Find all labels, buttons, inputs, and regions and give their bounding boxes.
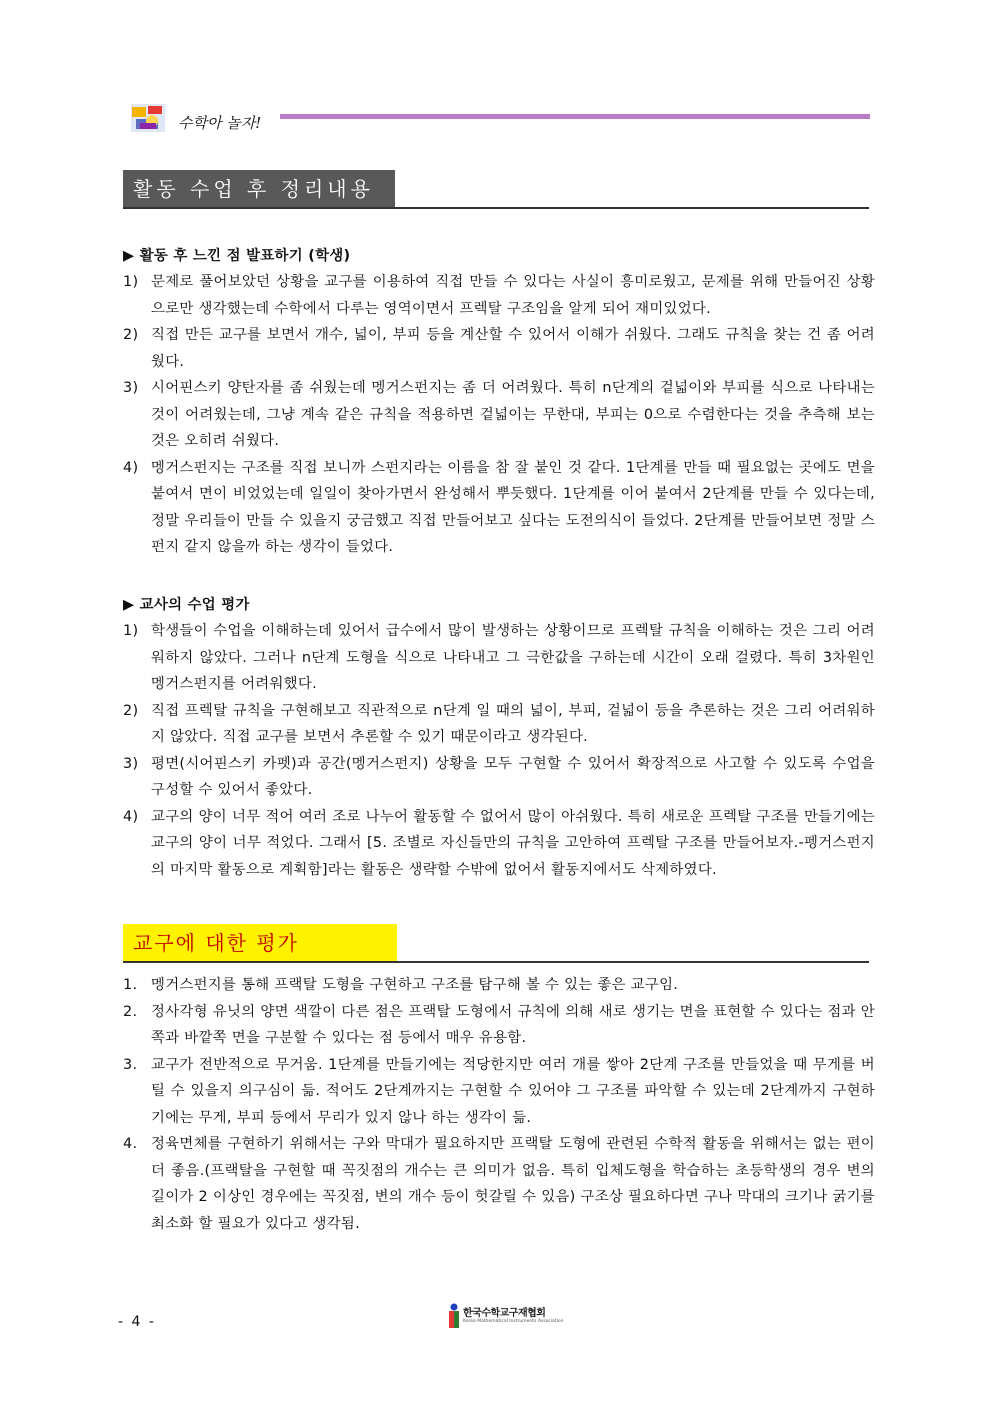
item-text: 멩거스펀지를 통해 프랙탈 도형을 구현하고 구조를 탐구해 볼 수 있는 좋은 교구임. bbox=[151, 977, 679, 993]
item-number: 3) bbox=[123, 755, 139, 772]
list-item bbox=[123, 972, 875, 999]
list-item bbox=[123, 618, 875, 698]
item-number: 4) bbox=[123, 459, 139, 476]
section1-title: 활동 수업 후 정리내용 bbox=[123, 170, 395, 208]
item-number: 1) bbox=[123, 274, 139, 290]
item-text: 교구가 전반적으로 무거움. 1단계를 만들기에는 적당한지만 여러 개를 쌓아 2단계 구조를 만들었을 때 무게를 버틸 수 있을지 의구심이 듦. 적어도 2단계까지는 구현할 수 있어야 그 구조를 파악할 수 있는데 2단계까지 구현하기에는 무게, 부피 등에서 무리가 있지 않나 하는 생각이 듦. bbox=[151, 1056, 875, 1126]
item-number: 4) bbox=[123, 808, 139, 825]
teacher-evaluation-heading: ▶ 교사의 수업 평가 bbox=[123, 597, 250, 613]
item-text: 정사각형 유닛의 양면 색깔이 다른 점은 프랙탈 도형에서 규칙에 의해 새로 생기는 면을 표현할 수 있다는 점과 안쪽과 바깥쪽 면을 구분할 수 있다는 점 등에서 매우 유용함. bbox=[151, 1003, 875, 1046]
page-header bbox=[130, 100, 870, 140]
teacher-evaluation-block bbox=[123, 592, 875, 883]
item-text: 직접 프렉탈 규칙을 구현해보고 직관적으로 n단계 일 때의 넓이, 부피, 겉넓이 등을 추론하는 것은 그리 어려워하지 않았다. 직접 교구를 보면서 추론할 수 있기 때문이라고 생각된다. bbox=[151, 702, 875, 745]
list-item bbox=[123, 322, 875, 375]
item-number: 3. bbox=[123, 1056, 138, 1073]
item-text: 시어핀스키 양탄자를 좀 쉬웠는데 멩거스펀지는 좀 더 어려웠다. 특히 n단계의 겉넓이와 부피를 식으로 나타내는 것이 어려웠는데, 그냥 계속 같은 규칙을 적용하면 겉넓이는 무한대, 부피는 0으로 수렴한다는 것을 추측해 보는 것은 오히려 쉬웠다. bbox=[151, 380, 875, 449]
list-item bbox=[123, 751, 875, 804]
item-number: 3) bbox=[123, 380, 139, 396]
student-reflection-block bbox=[123, 243, 875, 561]
list-item bbox=[123, 1131, 875, 1237]
list-item bbox=[123, 269, 875, 322]
association-mark-icon bbox=[448, 1303, 460, 1329]
math-logo-icon bbox=[130, 103, 166, 133]
item-text: 멩거스펀지는 구조를 직접 보니까 스펀지라는 이름을 참 잘 붙인 것 같다. 1단계를 만들 때 필요없는 곳에도 면을 붙여서 면이 비었었는데 일일이 찾아가면서 완성해서 뿌듯했다. 1단계를 이어 붙여서 2단계를 만들 수 있다는데, 정말 우리들이 만들 수 있을지 궁금했고 직접 만들어보고 싶다는 도전의식이 들었다. 2단계를 만들어보면 정말 스펀지 같지 않을까 하는 생각이 들었다. bbox=[151, 459, 875, 555]
list-item bbox=[123, 804, 875, 884]
brand-text: 수학아 놀자! bbox=[178, 114, 262, 132]
item-number: 4. bbox=[123, 1136, 138, 1152]
item-text: 직접 만든 교구를 보면서 개수, 넓이, 부피 등을 계산할 수 있어서 이해가 쉬웠다. 그래도 규칙을 찾는 건 좀 어려웠다. bbox=[151, 327, 875, 370]
list-item bbox=[123, 1052, 875, 1132]
section1-rule bbox=[123, 207, 869, 209]
item-text: 문제로 풀어보았던 상황을 교구를 이용하여 직접 만들 수 있다는 사실이 흥미로웠고, 문제를 위해 만들어진 상황으로만 생각했는데 수학에서 다루는 영역이면서 프렉탈 구조임을 알게 되어 재미있었다. bbox=[151, 274, 875, 317]
item-text: 평면(시어핀스키 카펫)과 공간(멩거스펀지) 상황을 모두 구현할 수 있어서 확장적으로 사고할 수 있도록 수업을 구성할 수 있어서 좋았다. bbox=[151, 755, 875, 798]
item-text: 학생들이 수업을 이해하는데 있어서 급수에서 많이 발생하는 상황이므로 프렉탈 규칙을 이해하는 것은 그리 어려워하지 않았다. 그러나 n단계 도형을 식으로 나타내고 그 극한값을 구하는데 시간이 오래 걸렸다. 특히 3차원인 멩거스펀지를 어려워했다. bbox=[151, 623, 875, 692]
list-item bbox=[123, 999, 875, 1052]
item-number: 2) bbox=[123, 327, 139, 343]
tool-evaluation-block bbox=[123, 972, 875, 1237]
item-number: 2. bbox=[123, 1003, 138, 1020]
page-number: - 4 - bbox=[118, 1314, 156, 1330]
section2-title: 교구에 대한 평가 bbox=[123, 924, 397, 962]
item-number: 1. bbox=[123, 977, 138, 993]
header-bar bbox=[280, 114, 870, 119]
item-number: 2) bbox=[123, 702, 139, 719]
association-subtitle: Korea Mathematical Instruments Association bbox=[463, 1319, 564, 1324]
list-item bbox=[123, 698, 875, 751]
student-reflection-heading: ▶ 활동 후 느낀 점 발표하기 (학생) bbox=[123, 248, 351, 264]
association-name: 한국수학교구재협회 bbox=[463, 1308, 546, 1319]
item-number: 1) bbox=[123, 623, 139, 639]
list-item bbox=[123, 455, 875, 561]
list-item bbox=[123, 375, 875, 455]
item-text: 교구의 양이 너무 적어 여러 조로 나누어 활동할 수 없어서 많이 아쉬웠다. 특히 새로운 프렉탈 구조를 만들기에는 교구의 양이 너무 적었다. 그래서 [5. 조별로 자신들만의 규칙을 고안하여 프렉탈 구조를 만들어보자.-펭거스펀지의 마지막 활동으로 계획함]라는 활동은 생략할 수밖에 없어서 활동지에서도 삭제하였다. bbox=[151, 808, 875, 878]
item-text: 정육면체를 구현하기 위해서는 구와 막대가 필요하지만 프랙탈 도형에 관련된 수학적 활동을 위해서는 없는 편이 더 좋음.(프랙탈을 구현할 때 꼭짓점의 개수는 큰 의미가 없음. 특히 입체도형을 학습하는 초등학생의 경우 변의 길이가 2 이상인 경우에는 꼭짓점, 변의 개수 등이 헛갈릴 수 있음) 구조상 필요하다면 구나 막대의 크기나 굵기를 최소화 할 필요가 있다고 생각됨. bbox=[151, 1136, 875, 1232]
association-logo bbox=[444, 1297, 564, 1333]
section2-rule bbox=[123, 961, 869, 963]
